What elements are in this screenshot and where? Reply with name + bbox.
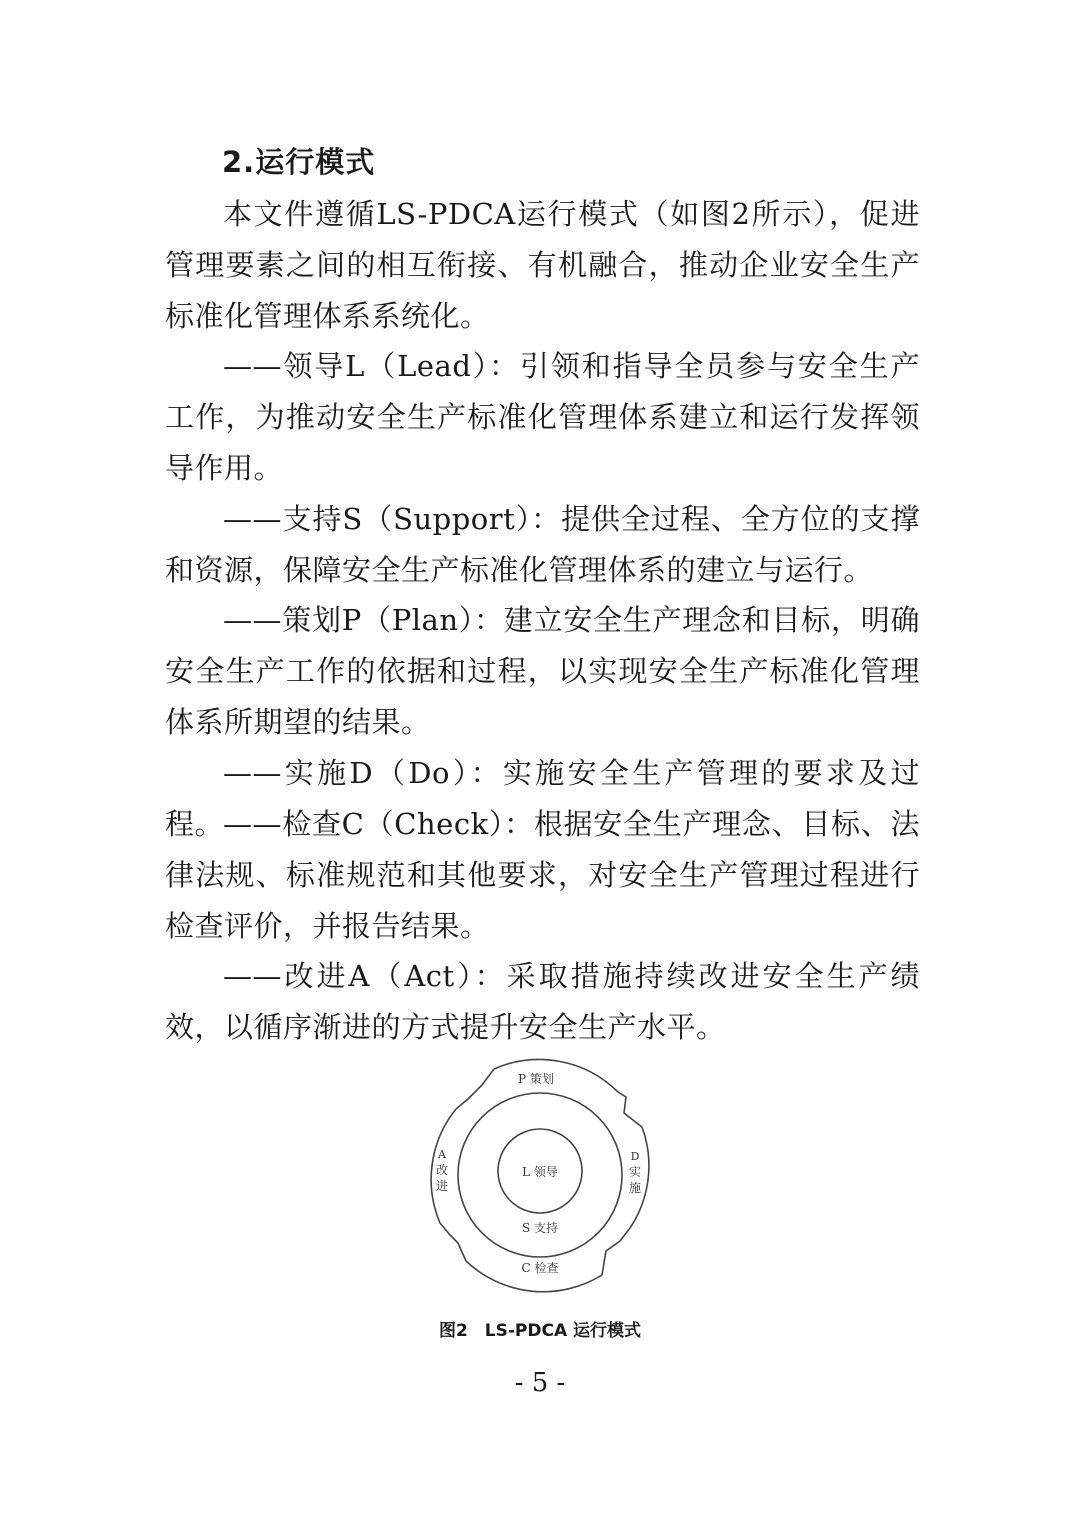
arrow-do-to-check <box>602 1228 630 1275</box>
section-heading: 2.运行模式 <box>222 145 376 179</box>
paragraph-intro: 本文件遵循LS-PDCA运行模式（如图2所示），促进管理要素之间的相互衔接、有机融合，推动企业安全生产标准化管理体系系统化。 <box>165 197 920 333</box>
label-plan: P 策划 <box>518 1072 554 1086</box>
label-act-letter: A <box>438 1148 446 1161</box>
label-check: C 检查 <box>521 1261 559 1275</box>
label-support: S 支持 <box>521 1221 559 1235</box>
label-act-char-2: 进 <box>435 1179 449 1193</box>
ls-pdca-diagram <box>420 1055 660 1295</box>
paragraph-check: ——检查C（Check）：根据安全生产理念、目标、法律法规、标准规范和其他要求，对安全生产管理过程进行检查评价，并报告结果。 <box>165 807 920 943</box>
figure-caption: 图2 LS-PDCA 运行模式 <box>438 1321 642 1341</box>
paragraph-plan: ——策划P（Plan）：建立安全生产理念和目标，明确安全生产工作的依据和过程，以实现安全生产标准化管理体系所期望的结果。 <box>165 603 920 739</box>
paragraph-act: ——改进A（Act）：采取措施持续改进安全生产绩效，以循序渐进的方式提升安全生产水平。 <box>165 959 920 1044</box>
paragraph-do: ——实施D（Do）：实施安全生产管理的要求及过程。 <box>165 756 920 841</box>
label-do-char-1: 实 <box>628 1165 642 1179</box>
page-number: - 5 - <box>514 1368 566 1398</box>
arrow-plan-to-do <box>618 1092 642 1127</box>
arrow-act-to-plan <box>456 1069 494 1109</box>
label-lead: L 领导 <box>522 1165 558 1179</box>
paragraph-support: ——支持S（Support）：提供全过程、全方位的支撑和资源，保障安全生产标准化管理体系的建立与运行。 <box>165 502 920 587</box>
arrow-check-to-act <box>440 1223 466 1261</box>
label-do-letter: D <box>630 1150 640 1163</box>
label-act-char-1: 改 <box>435 1163 449 1177</box>
label-do-char-2: 施 <box>628 1181 642 1195</box>
paragraph-lead: ——领导L（Lead）：引领和指导全员参与安全生产工作，为推动安全生产标准化管理体系建立和运行发挥领导作用。 <box>165 349 920 485</box>
outer-arc-top <box>494 1060 618 1092</box>
